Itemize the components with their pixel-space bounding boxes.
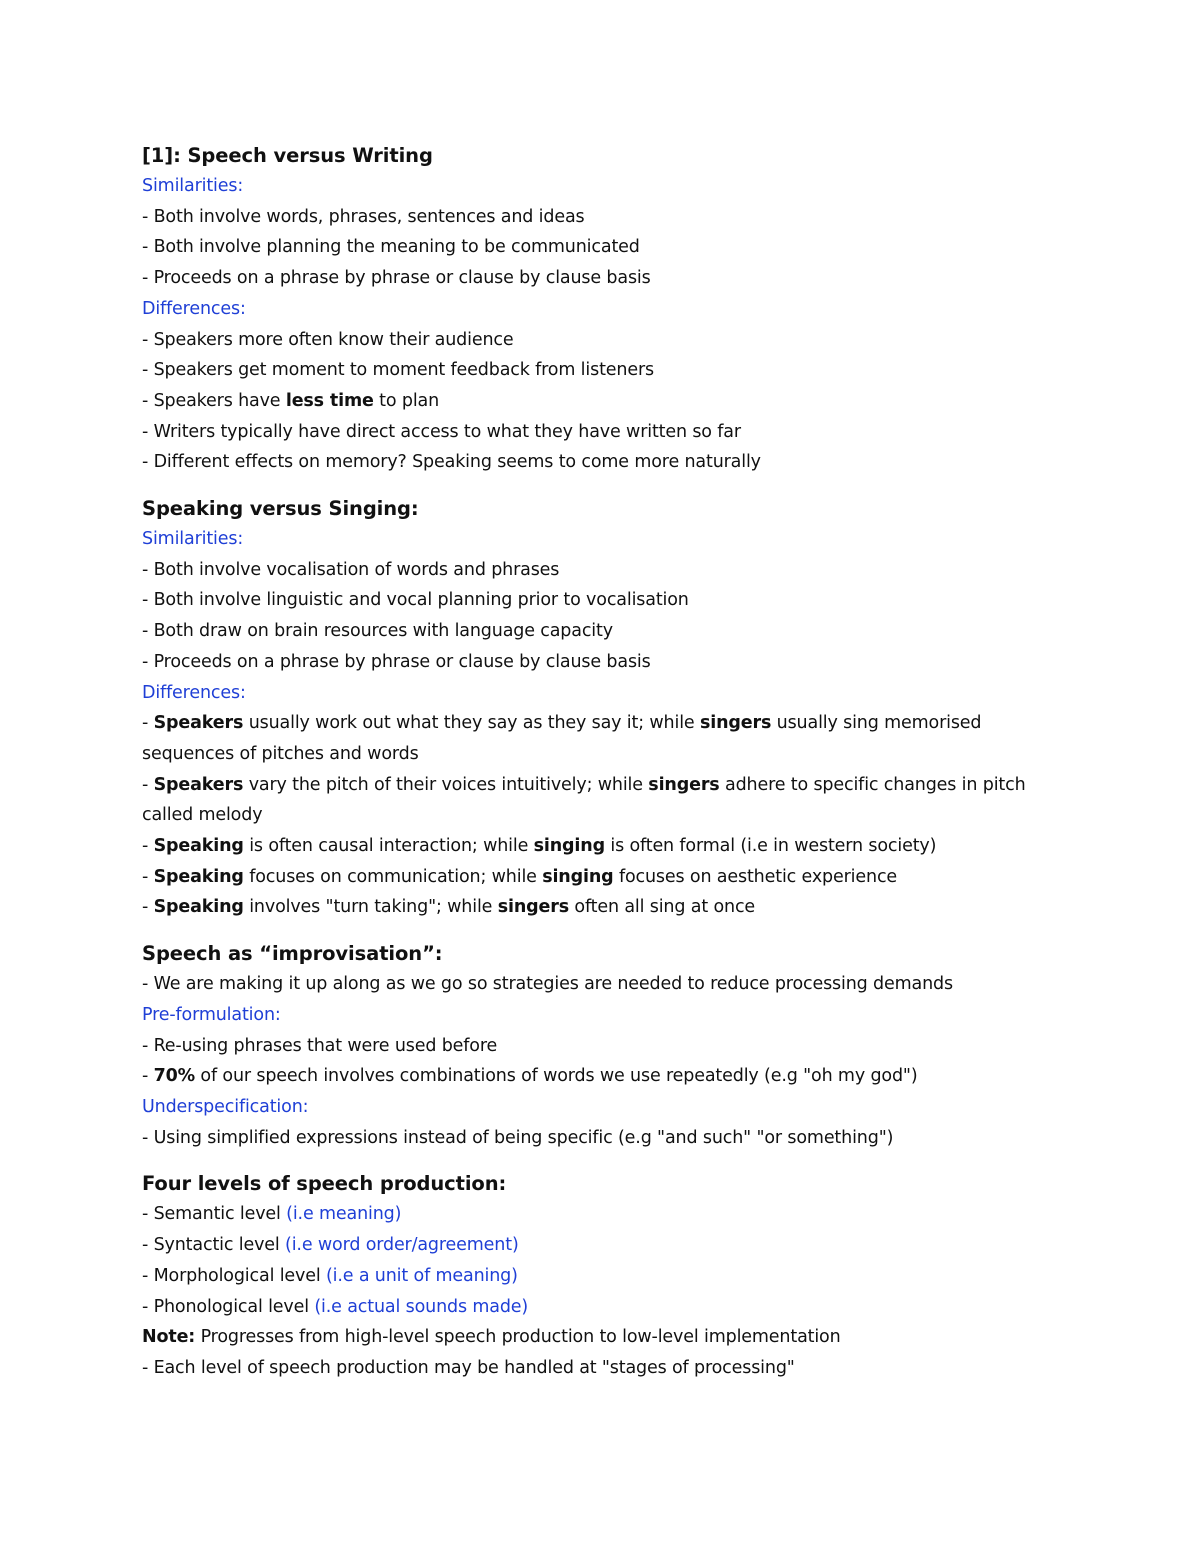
document-body	[142, 141, 1142, 1384]
text-segment: often all sing at once	[568, 897, 756, 918]
subheading-label	[142, 1000, 1142, 1031]
text-line	[142, 386, 1142, 417]
text-segment: - Each level of speech production may be handled at "stages of processing"	[142, 1357, 795, 1378]
text-segment: - Phonological level	[142, 1296, 315, 1317]
text-segment: is often formal (i.e in western society)	[604, 836, 937, 857]
section-heading: Speaking versus Singing:	[142, 497, 419, 521]
bold-text: singing	[533, 836, 605, 857]
text-line	[142, 800, 1142, 831]
bold-text: singers	[699, 713, 772, 734]
section-heading: [1]: Speech versus Writing	[142, 144, 433, 167]
text-segment: -	[142, 774, 154, 795]
text-segment: -	[142, 836, 154, 857]
text-line	[142, 585, 1142, 616]
text-segment: - Both involve planning the meaning to be communicated	[142, 237, 640, 258]
text-line	[142, 447, 1142, 478]
text-segment: is often causal interaction; while	[243, 836, 534, 857]
text-line	[142, 739, 1142, 770]
text-segment: vary the pitch of their voices intuitively; while	[243, 774, 649, 795]
text-segment: Similarities:	[142, 176, 244, 196]
text-line	[142, 417, 1142, 448]
text-line	[142, 708, 1142, 739]
text-segment: - Both involve vocalisation of words and phrases	[142, 559, 560, 580]
text-segment: -	[142, 713, 154, 734]
text-segment: Pre-formulation:	[142, 1004, 281, 1025]
text-segment: Differences:	[142, 682, 246, 703]
bold-text: less time	[285, 390, 374, 411]
text-line	[142, 325, 1142, 356]
bold-text: Speakers	[153, 774, 244, 795]
text-line	[142, 1292, 1142, 1323]
text-segment: to plan	[373, 390, 440, 411]
subheading-label	[142, 678, 1142, 709]
text-line	[142, 1199, 1142, 1230]
text-line	[142, 555, 1142, 586]
text-segment: sequences of pitches and words	[142, 743, 419, 764]
text-line	[142, 1031, 1142, 1062]
text-segment: -	[142, 1066, 154, 1087]
bold-text: Speaking	[153, 836, 244, 857]
highlight-text: (i.e actual sounds made)	[314, 1296, 529, 1317]
text-segment: - Proceeds on a phrase by phrase or clause by clause basis	[142, 268, 651, 289]
text-segment: Differences:	[142, 298, 246, 319]
text-line	[142, 355, 1142, 386]
text-segment: -	[142, 897, 154, 918]
text-segment: - Speakers get moment to moment feedback from listeners	[142, 360, 654, 381]
text-segment: - Proceeds on a phrase by phrase or clause by clause basis	[142, 651, 651, 672]
subheading-label	[142, 1092, 1142, 1123]
text-segment: - Both involve linguistic and vocal planning prior to vocalisation	[142, 590, 689, 611]
text-line	[142, 862, 1142, 893]
text-segment: - Both involve words, phrases, sentences and ideas	[142, 206, 585, 227]
text-line	[142, 1230, 1142, 1261]
text-line	[142, 892, 1142, 923]
text-segment: - Syntactic level	[142, 1235, 286, 1256]
text-segment: usually work out what they say as they say it; while	[243, 713, 700, 734]
text-line	[142, 1061, 1142, 1092]
text-line	[142, 202, 1142, 233]
bold-text: singers	[497, 897, 569, 918]
text-segment: adhere to specific changes in pitch	[719, 774, 1026, 795]
text-line	[142, 1261, 1142, 1292]
text-segment: Progresses from high-level speech production to low-level implementation	[195, 1327, 841, 1348]
bold-text: singers	[648, 774, 720, 795]
text-line	[142, 1123, 1142, 1154]
bold-text: singing	[542, 866, 614, 887]
text-segment: involves "turn taking"; while	[243, 897, 498, 918]
text-segment: focuses on aesthetic experience	[613, 866, 898, 887]
highlight-text: (i.e word order/agreement)	[285, 1235, 519, 1256]
text-segment: focuses on communication; while	[243, 866, 543, 887]
text-line	[142, 1353, 1142, 1384]
bold-text: Note:	[142, 1327, 196, 1348]
text-line	[142, 831, 1142, 862]
text-line	[142, 1322, 1142, 1353]
highlight-text: (i.e a unit of meaning)	[325, 1265, 518, 1286]
text-segment: Underspecification:	[142, 1096, 309, 1117]
text-line	[142, 969, 1142, 1000]
text-line	[142, 770, 1142, 801]
section-heading: Four levels of speech production:	[142, 1172, 507, 1196]
text-line	[142, 647, 1142, 678]
text-segment: - Speakers have	[142, 390, 286, 411]
bold-text: 70%	[153, 1066, 196, 1087]
text-line	[142, 232, 1142, 263]
text-line	[142, 263, 1142, 294]
text-segment: - Writers typically have direct access to what they have written so far	[142, 421, 741, 442]
text-segment: - Both draw on brain resources with language capacity	[142, 621, 613, 642]
text-segment: called melody	[142, 805, 263, 826]
text-segment: of our speech involves combinations of words we use repeatedly (e.g "oh my god")	[195, 1066, 918, 1087]
text-segment: - Using simplified expressions instead of being specific (e.g "and such" "or something")	[142, 1127, 894, 1148]
bold-text: Speaking	[153, 897, 244, 918]
text-segment: usually sing memorised	[771, 713, 982, 734]
text-segment: Similarities:	[142, 529, 244, 550]
text-segment: -	[142, 866, 154, 887]
section-heading: Speech as “improvisation”:	[142, 942, 443, 966]
text-segment: - Different effects on memory? Speaking seems to come more naturally	[142, 452, 761, 473]
subheading-label	[142, 294, 1142, 325]
highlight-text: (i.e meaning)	[286, 1204, 402, 1225]
subheading-label	[142, 524, 1142, 555]
text-segment: - Morphological level	[142, 1265, 326, 1286]
bold-text: Speaking	[153, 866, 244, 887]
text-segment: - We are making it up along as we go so strategies are needed to reduce processing demands	[142, 974, 953, 995]
text-line	[142, 616, 1142, 647]
text-segment: - Re-using phrases that were used before	[142, 1035, 498, 1056]
bold-text: Speakers	[153, 713, 244, 734]
text-segment: - Speakers more often know their audience	[142, 329, 514, 350]
subheading-label	[142, 171, 1142, 202]
text-segment: - Semantic level	[142, 1204, 287, 1225]
